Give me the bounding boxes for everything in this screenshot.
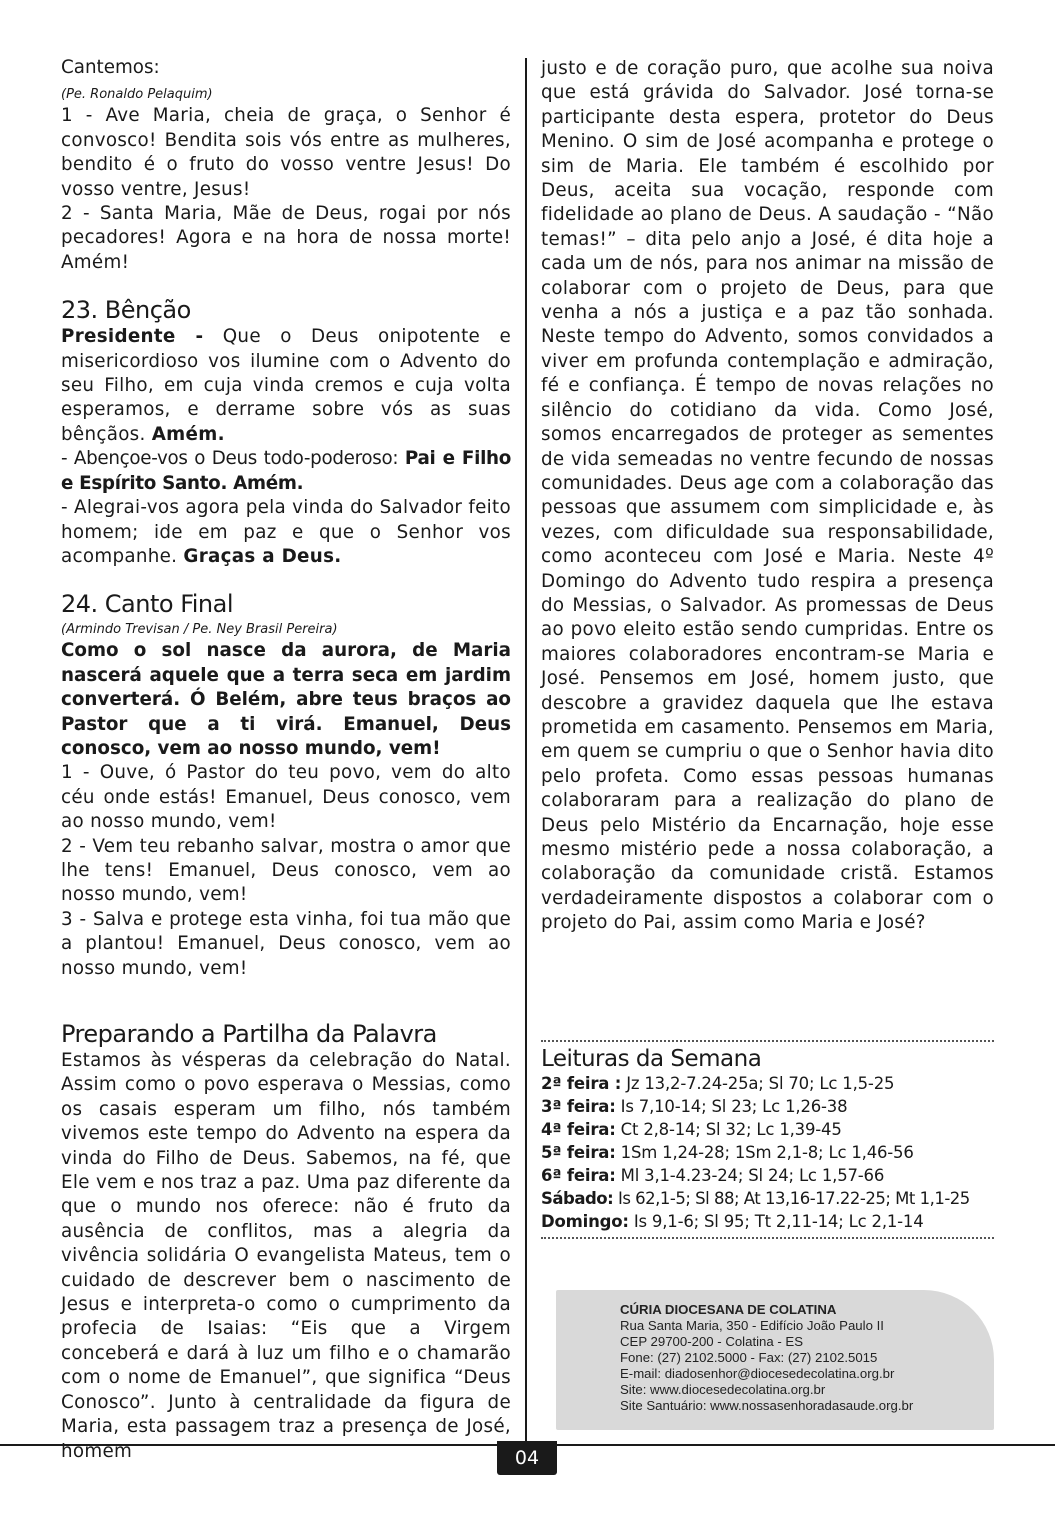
curia-address: Rua Santa Maria, 350 - Edifício João Paulo II [620, 1318, 884, 1333]
reflection-section [61, 1019, 511, 1464]
hymn-verse-1: 1 - Ave Maria, cheia de graça, o Senhor é convosco! Bendita sois vós entre as mulheres, bendito é o fruto do vosso ventre Jesus! Do vosso ventre, Jesus! [61, 105, 511, 200]
president-label: Presidente - [61, 326, 204, 348]
curia-phone: Fone: (27) 2102.5000 - Fax: (27) 2102.5015 [620, 1350, 878, 1365]
left-column [61, 56, 511, 981]
final-song-verse-3: 3 - Salva e protege esta vinha, foi tua mão que a plantou! Emanuel, Deus conosco, vem ao nosso mundo, vem! [61, 908, 511, 979]
reflection-title: Preparando a Partilha da Palavra [61, 1020, 437, 1048]
reading-row: Sábado: Is 62,1-5; Sl 88; At 13,16-17.22-25; Mt 1,1-25 [541, 1189, 970, 1208]
final-song-verse-2: 2 - Vem teu rebanho salvar, mostra o amor que lhe tens! Emanuel, Deus conosco, vem ao nosso mundo, vem! [61, 835, 511, 906]
final-song-credit: (Armindo Trevisan / Pe. Ney Brasil Pereira) [61, 622, 338, 638]
curia-contact-box [556, 1290, 994, 1430]
blessing-paragraph-3: - Alegrai-vos agora pela vinda do Salvador feito homem; ide em paz e que o Senhor vos acompanhe. Graças a Deus. [61, 497, 511, 567]
intro-label: Cantemos: [61, 57, 160, 78]
readings-bottom-divider [541, 1237, 994, 1239]
reading-row: Domingo: Is 9,1-6; Sl 95; Tt 2,11-14; Lc 2,1-14 [541, 1212, 924, 1231]
final-song-refrain: Como o sol nasce da aurora, de Maria nascerá aquele que a terra seca em jardim converterá. Ó Belém, abre teus braços ao Pastor que a ti virá. Emanuel, Deus conosco, vem ao nosso mundo, vem! [61, 640, 511, 759]
reading-row: 6ª feira: Ml 3,1-4.23-24; Sl 24; Lc 1,57-66 [541, 1166, 885, 1185]
blessing-title: 23. Bênção [61, 296, 191, 325]
curia-cep: CEP 29700-200 - Colatina - ES [620, 1334, 804, 1349]
curia-name: CÚRIA DIOCESANA DE COLATINA [620, 1302, 837, 1317]
reading-row: 4ª feira: Ct 2,8-14; Sl 32; Lc 1,39-45 [541, 1120, 842, 1139]
column-divider [525, 58, 527, 1468]
intro-credit: (Pe. Ronaldo Pelaquim) [61, 87, 213, 103]
right-column [541, 57, 994, 936]
weekly-readings [541, 1040, 994, 1239]
curia-email[interactable]: E-mail: diadosenhor@diocesedecolatina.org.br [620, 1366, 895, 1381]
hymn-verse-2: 2 - Santa Maria, Mãe de Deus, rogai por nós pecadores! Agora e na hora de nossa morte! Amém! [61, 203, 511, 273]
reflection-text-continued: justo e de coração puro, que acolhe sua noiva que está grávida do Salvador. José torna-se participante desta espera, protetor do Deus Menino. O sim de José acompanha e protege o sim de Maria. Ele também é escolhido por Deus, aceita sua vocação, responde com fidelidade ao plano de Deus. A saudação - “Não temas!” – dita pelo anjo a José, é dita hoje a cada um de nós, para nos animar na missão de colaborar com o projeto de Deus, para que venha a nós a justiça e a paz tão sonhada. Neste tempo do Advento, somos convidados a viver em profunda contemplação e admiração, fé e confiança. É tempo de novas relações no silêncio do cotidiano da vida. Como José, somos encarregados de proteger as sementes de vida semeadas no ventre fecundo de nossas comunidades. Deus age com a colaboração das pessoas que assumem com simplicidade e, às vezes, com dificuldade sua responsabilidade, como aconteceu com José e Maria. Neste 4º Domingo do Advento tudo respira a presença do Messias, o Salvador. As promessas de Deus ao povo eleito estão sendo cumpridas. Entre os maiores colaboradores encontram-se Maria e José. Pensemos em José, homem justo, que descobre a gravidez daquela que lhe estava prometida em casamento. Pensemos em Maria, em quem se cumpriu o que o Senhor havia dito pelo profeta. Como essas pessoas humanas colaboraram para a realização do plano de Deus pelo Mistério da Encarnação, hoje esse mesmo mistério pede a nossa colaboração, a colaboração da comunidade cristã. Estamos verdadeiramente dispostos a colaborar com o projeto do Pai, assim como Maria e José? [541, 58, 994, 934]
final-song-title: 24. Canto Final [61, 590, 234, 619]
readings-top-divider [541, 1040, 994, 1042]
reading-row: 3ª feira: Is 7,10-14; Sl 23; Lc 1,26-38 [541, 1097, 848, 1116]
curia-site[interactable]: Site: www.diocesedecolatina.org.br [620, 1382, 826, 1397]
page-number: 04 [497, 1441, 557, 1475]
final-song-verse-1: 1 - Ouve, ó Pastor do teu povo, vem do alto céu onde estás! Emanuel, Deus conosco, vem ao nosso mundo, vem! [61, 762, 511, 833]
reading-row: 2ª feira : Jz 13,2-7.24-25a; Sl 70; Lc 1,5-25 [541, 1074, 895, 1093]
blessing-paragraph-2: - Abençoe-vos o Deus todo-poderoso: Pai e Filho e Espírito Santo. Amém. [61, 448, 512, 494]
reflection-text: Estamos às vésperas da celebração do Natal. Assim como o povo esperava o Messias, como os casais esperam um filho, nós também vivemos este tempo do Advento na espera da vinda do Filho de Deus. Sabemos, na fé, que Ele vem e nos traz a paz. Uma paz diferente da que o mundo nos oferece: não é fruto da ausência de conflitos, mas a alegria da vivência solidária O evangelista Mateus, tem o cuidado de descrever bem o nascimento de Jesus e interpreta-o como o cumprimento da profecia de Isaias: “Eis que a Virgem conceberá e dará à luz um filho e o chamarão com o nome de Emanuel”, que significa “Deus Conosco”. Junto à centralidade da figura de Maria, esta passagem traz a presença de José, homem [61, 1050, 511, 1462]
readings-title: Leituras da Semana [541, 1046, 762, 1072]
reading-row: 5ª feira: 1Sm 1,24-28; 1Sm 2,1-8; Lc 1,46-56 [541, 1143, 914, 1162]
blessing-paragraph-1: Presidente - Que o Deus onipotente e misericordioso vos ilumine com o Advento do seu Filho, em cuja vinda cremos e cuja volta esperamos, e derrame sobre vós as suas bênçãos. Amém. [61, 326, 511, 445]
curia-sanctuary-site[interactable]: Site Santuário: www.nossasenhoradasaude.org.br [620, 1398, 914, 1413]
